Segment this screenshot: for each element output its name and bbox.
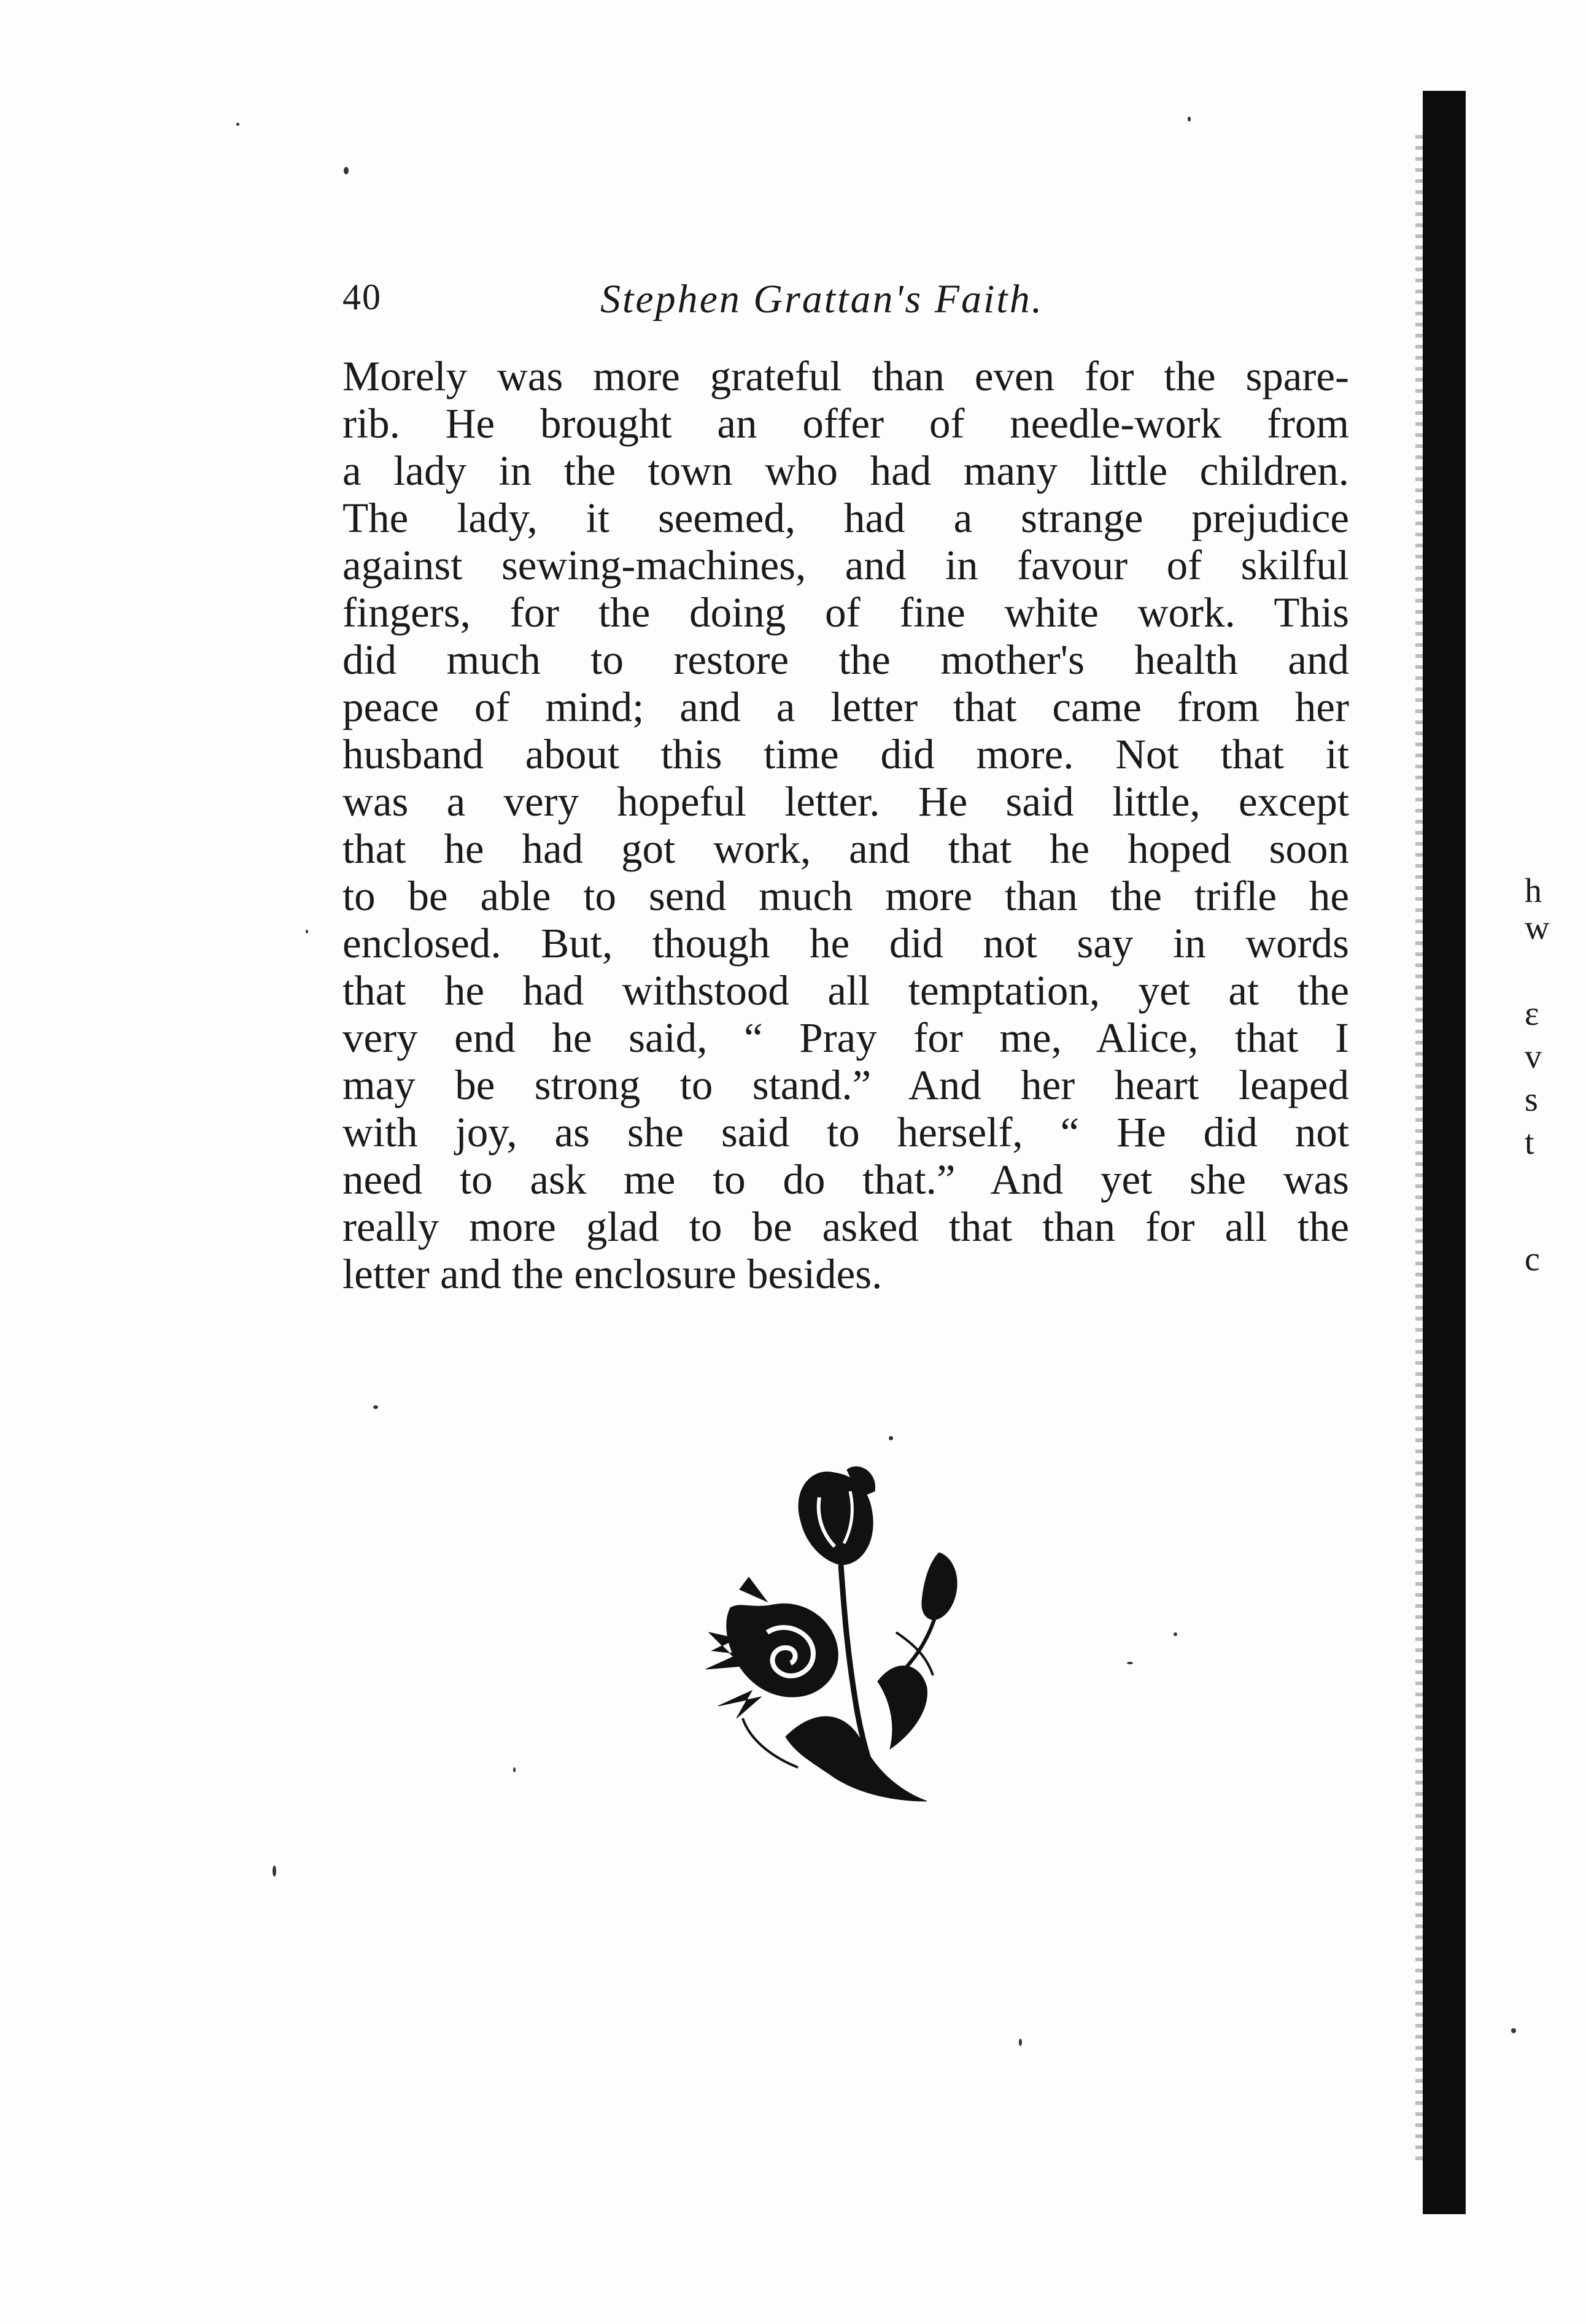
scan-speck bbox=[1127, 1662, 1133, 1664]
text-line: may be strong to stand.” And her heart leaped bbox=[342, 1062, 1349, 1108]
text-line-last: letter and the enclosure besides. bbox=[342, 1251, 883, 1297]
adjacent-page-fragment bbox=[1521, 700, 1570, 1375]
text-line: to be able to send much more than the trifle he bbox=[342, 873, 1349, 919]
text-line: need to ask me to do that.” And yet she was bbox=[342, 1156, 1349, 1203]
scan-speck bbox=[513, 1767, 516, 1772]
page-header bbox=[342, 264, 1349, 331]
text-line: very end he said, “ Pray for me, Alice, that I bbox=[342, 1014, 1349, 1061]
body-paragraph bbox=[342, 353, 1349, 1298]
text-line: really more glad to be asked that than for all the bbox=[342, 1203, 1349, 1250]
scan-speck bbox=[344, 167, 349, 174]
scan-speck bbox=[1019, 2039, 1022, 2046]
scan-speck bbox=[236, 123, 239, 126]
scan-speck bbox=[889, 1436, 893, 1440]
running-title: Stephen Grattan's Faith. bbox=[600, 277, 1044, 322]
scan-speck bbox=[1511, 2028, 1516, 2033]
text-line: was a very hopeful letter. He said little, except bbox=[342, 778, 1349, 825]
text-line: husband about this time did more. Not that it bbox=[342, 731, 1349, 778]
scan-speck bbox=[273, 1866, 276, 1877]
text-line: peace of mind; and a letter that came from her bbox=[342, 684, 1349, 730]
page-gutter-bar bbox=[1423, 91, 1466, 2214]
adjacent-letter: v bbox=[1525, 1038, 1542, 1076]
scan-speck bbox=[1188, 117, 1191, 122]
text-line: did much to restore the mother's health and bbox=[342, 636, 1349, 683]
tulip-flower-ornament-icon bbox=[694, 1448, 1000, 1804]
scan-speck bbox=[306, 930, 308, 933]
text-line: a lady in the town who had many little children. bbox=[342, 447, 1349, 494]
text-line: fingers, for the doing of fine white work. This bbox=[342, 589, 1349, 636]
text-line: enclosed. But, though he did not say in words bbox=[342, 920, 1349, 967]
text-line: against sewing-machines, and in favour of skilful bbox=[342, 542, 1349, 589]
adjacent-letter: c bbox=[1525, 1240, 1540, 1278]
adjacent-letter: t bbox=[1525, 1124, 1534, 1162]
text-line: The lady, it seemed, had a strange prejudice bbox=[342, 495, 1349, 541]
text-line: with joy, as she said to herself, “ He did not bbox=[342, 1109, 1349, 1156]
adjacent-letter: h bbox=[1525, 872, 1542, 910]
scan-speck bbox=[1174, 1632, 1177, 1636]
text-line: that he had got work, and that he hoped soon bbox=[342, 825, 1349, 872]
scan-speck bbox=[373, 1405, 378, 1409]
adjacent-letter: ε bbox=[1525, 995, 1539, 1033]
text-line: rib. He brought an offer of needle-work from bbox=[342, 400, 1349, 447]
page-number: 40 bbox=[342, 277, 382, 317]
adjacent-letter: s bbox=[1525, 1081, 1538, 1119]
text-line: Morely was more grateful than even for the spare- bbox=[342, 353, 1349, 400]
text-line: that he had withstood all temptation, yet at the bbox=[342, 967, 1349, 1014]
adjacent-letter: w bbox=[1525, 909, 1550, 947]
